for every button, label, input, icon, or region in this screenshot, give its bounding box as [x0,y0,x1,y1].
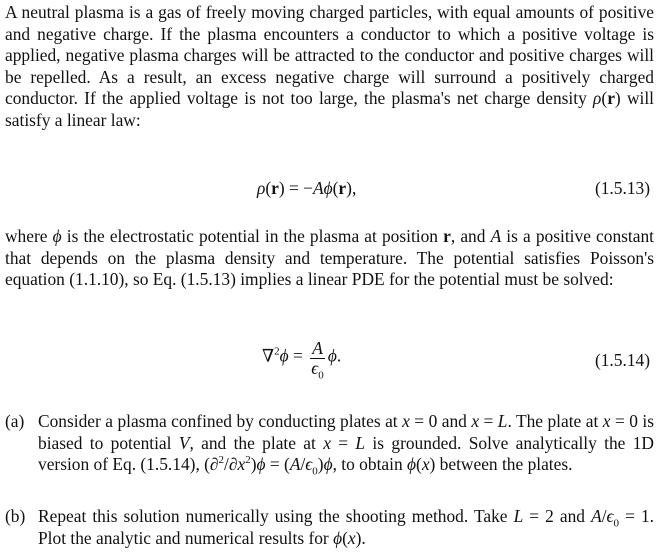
part-label: (a) [5,411,25,431]
equation-1-5-13 [0,178,659,206]
equation-1-5-14 [0,338,659,386]
part-label: (b) [5,506,26,526]
fraction: $\frac{A}{\epsilon_0}$ [311,338,324,382]
poisson-paragraph: where ϕ is the electrostatic potential in the plasma at position r, and A is a positive constant that depends on the plasma density and temperature. The potential satisfies Poisson's equation (1.1.10), so Eq. (1.5.13) implies a linear PDE for the potential must be solved: [5,226,654,290]
part-text: Consider a plasma confined by conducting plates at x = 0 and x = L. The plate at x = 0 is biased to potential V, and the plate at x = L is grounded. Solve analytically the 1D version of Eq. (1.5.14), $(\partial^2/\partial x^2)\phi = (A/\epsilon_0)\phi$, to obtain ϕ(x) between the plates. [38,411,654,478]
equation-body: ∇$^2$ϕ = $\frac{A}{\epsilon_0}$ ϕ. [262,338,342,382]
intro-paragraph: A neutral plasma is a gas of freely moving charged particles, with equal amounts of positive and negative charge. If the plasma encounters a conductor to which a positive voltage is applied, negative plasma charges will be attracted to the conductor and positive charges will be repelled. As a result, an excess negative charge will surround a positively charged conductor. If the applied voltage is not too large, the plasma's net charge density ρ(r) will satisfy a linear law: [5,2,654,130]
part-text: Repeat this solution numerically using the shooting method. Take L = 2 and $A/\epsilon_0 = 1$. Plot the analytic and numerical results for ϕ(x). [38,506,655,548]
equation-number: (1.5.13) [594,178,650,198]
equation-number: (1.5.14) [594,350,650,370]
equation-body: ρ(r) = −Aϕ(r), [257,178,357,198]
